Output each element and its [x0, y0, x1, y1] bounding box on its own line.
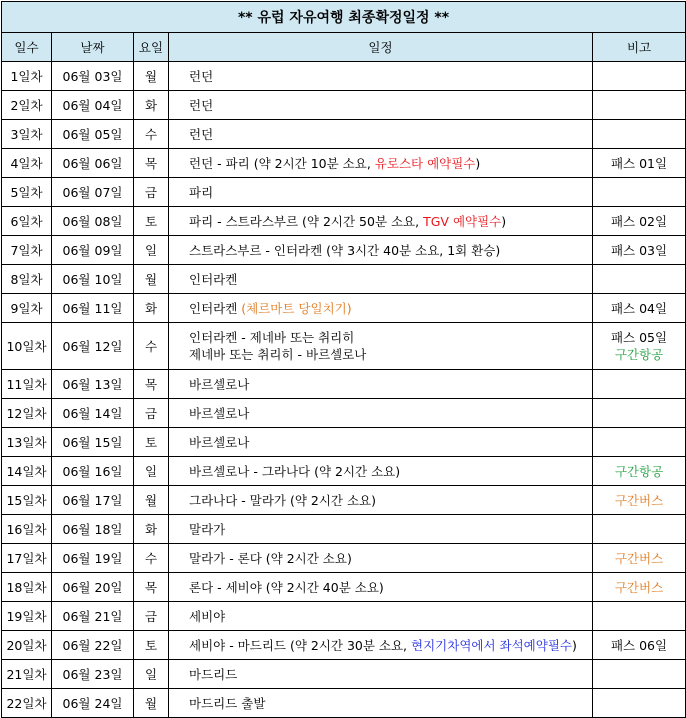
- cell-note: [593, 602, 686, 631]
- cell-day: 10일차: [2, 323, 52, 370]
- schedule-line: [189, 521, 592, 538]
- cell-schedule: [169, 428, 593, 457]
- schedule-text: 바르셀로나: [189, 376, 250, 392]
- schedule-text: 말라가: [189, 521, 226, 537]
- note-text: 패스 05일: [610, 330, 668, 345]
- schedule-text: 마드리드 출발: [189, 695, 266, 711]
- cell-day: 14일차: [2, 457, 52, 486]
- schedule-text: 런던: [189, 97, 214, 113]
- note-text: 구간항공: [614, 347, 664, 362]
- schedule-text: ): [475, 155, 481, 171]
- cell-weekday: 토: [134, 207, 169, 236]
- table-row: [2, 323, 686, 370]
- note-text: 패스 02일: [610, 213, 668, 229]
- header-weekday: 요일: [134, 33, 169, 62]
- cell-day: 18일차: [2, 573, 52, 602]
- cell-day: 2일차: [2, 91, 52, 120]
- schedule-text: 런던: [189, 68, 214, 84]
- table-row: [2, 265, 686, 294]
- table-row: [2, 573, 686, 602]
- cell-weekday: 화: [134, 294, 169, 323]
- cell-note: [593, 207, 686, 236]
- schedule-text: 런던 - 파리 (약 2시간 10분 소요,: [189, 155, 375, 171]
- cell-schedule: [169, 573, 593, 602]
- schedule-line: [189, 97, 592, 114]
- note-text: 패스 06일: [610, 637, 668, 653]
- cell-schedule: [169, 120, 593, 149]
- cell-date: 06월 14일: [52, 399, 134, 428]
- cell-date: 06월 13일: [52, 370, 134, 399]
- schedule-text: 런던: [189, 126, 214, 142]
- table-row: [2, 149, 686, 178]
- schedule-text: 제네바 또는 취리히 - 바르셀로나: [189, 347, 367, 362]
- cell-note: [593, 370, 686, 399]
- schedule-line: [189, 329, 592, 346]
- cell-schedule: [169, 602, 593, 631]
- schedule-line: [189, 68, 592, 85]
- table-row: [2, 236, 686, 265]
- cell-date: 06월 23일: [52, 660, 134, 689]
- cell-date: 06월 06일: [52, 149, 134, 178]
- itinerary-table: [1, 1, 686, 718]
- cell-date: 06월 19일: [52, 544, 134, 573]
- title-row: [2, 2, 686, 33]
- cell-note: [593, 323, 686, 370]
- schedule-text: 바르셀로나 - 그라나다 (약 2시간 소요): [189, 463, 401, 479]
- header-row: [2, 33, 686, 62]
- cell-weekday: 일: [134, 660, 169, 689]
- table-row: [2, 602, 686, 631]
- cell-day: 5일차: [2, 178, 52, 207]
- cell-date: 06월 16일: [52, 457, 134, 486]
- cell-day: 20일차: [2, 631, 52, 660]
- cell-day: 15일차: [2, 486, 52, 515]
- cell-note: [593, 515, 686, 544]
- schedule-line: [189, 637, 592, 654]
- cell-schedule: [169, 149, 593, 178]
- cell-schedule: [169, 457, 593, 486]
- cell-weekday: 월: [134, 62, 169, 91]
- cell-schedule: [169, 544, 593, 573]
- schedule-line: [189, 300, 592, 317]
- cell-weekday: 수: [134, 323, 169, 370]
- cell-date: 06월 18일: [52, 515, 134, 544]
- schedule-text: 바르셀로나: [189, 405, 250, 421]
- note-text: 구간항공: [614, 463, 664, 479]
- cell-weekday: 월: [134, 265, 169, 294]
- cell-note: [593, 544, 686, 573]
- cell-note: [593, 265, 686, 294]
- cell-day: 7일차: [2, 236, 52, 265]
- cell-date: 06월 10일: [52, 265, 134, 294]
- cell-weekday: 수: [134, 120, 169, 149]
- table-row: [2, 91, 686, 120]
- cell-day: 11일차: [2, 370, 52, 399]
- cell-weekday: 토: [134, 428, 169, 457]
- cell-weekday: 일: [134, 236, 169, 265]
- cell-day: 1일차: [2, 62, 52, 91]
- header-schedule: 일정: [169, 33, 593, 62]
- schedule-line: [189, 550, 592, 567]
- note-text: 구간버스: [614, 492, 664, 508]
- schedule-text: ): [571, 637, 577, 653]
- cell-date: 06월 07일: [52, 178, 134, 207]
- schedule-text: 인터라켄: [189, 300, 242, 316]
- cell-note: [593, 294, 686, 323]
- cell-weekday: 화: [134, 91, 169, 120]
- schedule-text: ): [501, 213, 507, 229]
- schedule-highlight: (체르마트 당일치기): [241, 300, 352, 316]
- schedule-line: [189, 434, 592, 451]
- schedule-line: [189, 695, 592, 712]
- schedule-line: [189, 405, 592, 422]
- cell-date: 06월 11일: [52, 294, 134, 323]
- note-text: 패스 04일: [610, 300, 668, 316]
- cell-date: 06월 21일: [52, 602, 134, 631]
- cell-schedule: [169, 178, 593, 207]
- schedule-line: [189, 463, 592, 480]
- cell-date: 06월 24일: [52, 689, 134, 718]
- cell-date: 06월 17일: [52, 486, 134, 515]
- header-day: 일수: [2, 33, 52, 62]
- table-row: [2, 457, 686, 486]
- schedule-text: 말라가 - 론다 (약 2시간 소요): [189, 550, 352, 566]
- cell-day: 6일차: [2, 207, 52, 236]
- cell-day: 17일차: [2, 544, 52, 573]
- cell-weekday: 금: [134, 399, 169, 428]
- note-text: 패스 03일: [610, 242, 668, 258]
- schedule-line: [189, 155, 592, 172]
- table-row: [2, 486, 686, 515]
- schedule-text: 스트라스부르 - 인터라켄 (약 3시간 40분 소요, 1회 환승): [189, 242, 501, 258]
- cell-date: 06월 20일: [52, 573, 134, 602]
- cell-schedule: [169, 370, 593, 399]
- note-text: 구간버스: [614, 579, 664, 595]
- schedule-line: [189, 376, 592, 393]
- cell-note: [593, 91, 686, 120]
- cell-day: 9일차: [2, 294, 52, 323]
- table-row: [2, 689, 686, 718]
- table-row: [2, 178, 686, 207]
- cell-weekday: 금: [134, 602, 169, 631]
- table-row: [2, 120, 686, 149]
- schedule-line: [189, 213, 592, 230]
- schedule-text: 마드리드: [189, 666, 238, 682]
- cell-day: 13일차: [2, 428, 52, 457]
- schedule-highlight: 현지기차역에서 좌석예약필수: [411, 637, 572, 653]
- schedule-line: [189, 579, 592, 596]
- cell-note: [593, 660, 686, 689]
- table-row: [2, 399, 686, 428]
- table-row: [2, 544, 686, 573]
- header-date: 날짜: [52, 33, 134, 62]
- table-row: [2, 370, 686, 399]
- schedule-text: 인터라켄: [189, 271, 238, 287]
- cell-date: 06월 03일: [52, 62, 134, 91]
- cell-note: [593, 236, 686, 265]
- header-note: 비고: [593, 33, 686, 62]
- cell-note: [593, 486, 686, 515]
- cell-weekday: 금: [134, 178, 169, 207]
- cell-note: [593, 428, 686, 457]
- cell-weekday: 일: [134, 457, 169, 486]
- cell-day: 16일차: [2, 515, 52, 544]
- cell-weekday: 월: [134, 486, 169, 515]
- cell-schedule: [169, 62, 593, 91]
- table-row: [2, 207, 686, 236]
- table-row: [2, 631, 686, 660]
- cell-schedule: [169, 631, 593, 660]
- cell-day: 8일차: [2, 265, 52, 294]
- schedule-text: 세비야: [189, 608, 226, 624]
- cell-note: [593, 631, 686, 660]
- cell-note: [593, 573, 686, 602]
- note-text: 구간버스: [614, 550, 664, 566]
- cell-schedule: [169, 323, 593, 370]
- cell-schedule: [169, 294, 593, 323]
- cell-weekday: 월: [134, 689, 169, 718]
- cell-weekday: 토: [134, 631, 169, 660]
- cell-day: 22일차: [2, 689, 52, 718]
- cell-schedule: [169, 515, 593, 544]
- cell-date: 06월 22일: [52, 631, 134, 660]
- table-row: [2, 515, 686, 544]
- cell-schedule: [169, 91, 593, 120]
- schedule-line: [189, 666, 592, 683]
- schedule-text: 그라나다 - 말라가 (약 2시간 소요): [189, 492, 376, 508]
- schedule-text: 론다 - 세비야 (약 2시간 40분 소요): [189, 579, 384, 595]
- cell-schedule: [169, 207, 593, 236]
- schedule-text: 바르셀로나: [189, 434, 250, 450]
- schedule-line: [189, 608, 592, 625]
- cell-weekday: 수: [134, 544, 169, 573]
- cell-note: [593, 62, 686, 91]
- cell-note: [593, 178, 686, 207]
- cell-day: 4일차: [2, 149, 52, 178]
- cell-date: 06월 05일: [52, 120, 134, 149]
- schedule-line: [189, 346, 592, 363]
- schedule-line: [189, 242, 592, 259]
- cell-schedule: [169, 236, 593, 265]
- cell-date: 06월 04일: [52, 91, 134, 120]
- table-title: ** 유럽 자유여행 최종확정일정 **: [2, 2, 686, 33]
- cell-weekday: 목: [134, 573, 169, 602]
- table-row: [2, 428, 686, 457]
- table-row: [2, 62, 686, 91]
- cell-day: 19일차: [2, 602, 52, 631]
- cell-date: 06월 08일: [52, 207, 134, 236]
- schedule-text: 세비야 - 마드리드 (약 2시간 30분 소요,: [189, 637, 412, 653]
- cell-schedule: [169, 660, 593, 689]
- cell-day: 21일차: [2, 660, 52, 689]
- itinerary-body: [2, 2, 686, 718]
- cell-schedule: [169, 265, 593, 294]
- cell-day: 3일차: [2, 120, 52, 149]
- cell-schedule: [169, 399, 593, 428]
- schedule-text: 파리: [189, 184, 214, 200]
- schedule-line: [189, 126, 592, 143]
- cell-date: 06월 12일: [52, 323, 134, 370]
- cell-note: [593, 689, 686, 718]
- cell-schedule: [169, 689, 593, 718]
- schedule-text: 파리 - 스트라스부르 (약 2시간 50분 소요,: [189, 213, 424, 229]
- note-text: 패스 01일: [610, 155, 668, 171]
- cell-schedule: [169, 486, 593, 515]
- schedule-line: [189, 271, 592, 288]
- cell-date: 06월 09일: [52, 236, 134, 265]
- cell-weekday: 화: [134, 515, 169, 544]
- cell-note: [593, 149, 686, 178]
- cell-date: 06월 15일: [52, 428, 134, 457]
- schedule-line: [189, 184, 592, 201]
- table-row: [2, 294, 686, 323]
- cell-note: [593, 399, 686, 428]
- cell-note: [593, 120, 686, 149]
- cell-note: [593, 457, 686, 486]
- schedule-text: 인터라켄 - 제네바 또는 취리히: [189, 330, 355, 345]
- schedule-highlight: 유로스타 예약필수: [374, 155, 476, 171]
- cell-weekday: 목: [134, 149, 169, 178]
- schedule-highlight: TGV 예약필수: [423, 213, 502, 229]
- cell-day: 12일차: [2, 399, 52, 428]
- schedule-line: [189, 492, 592, 509]
- table-row: [2, 660, 686, 689]
- cell-weekday: 목: [134, 370, 169, 399]
